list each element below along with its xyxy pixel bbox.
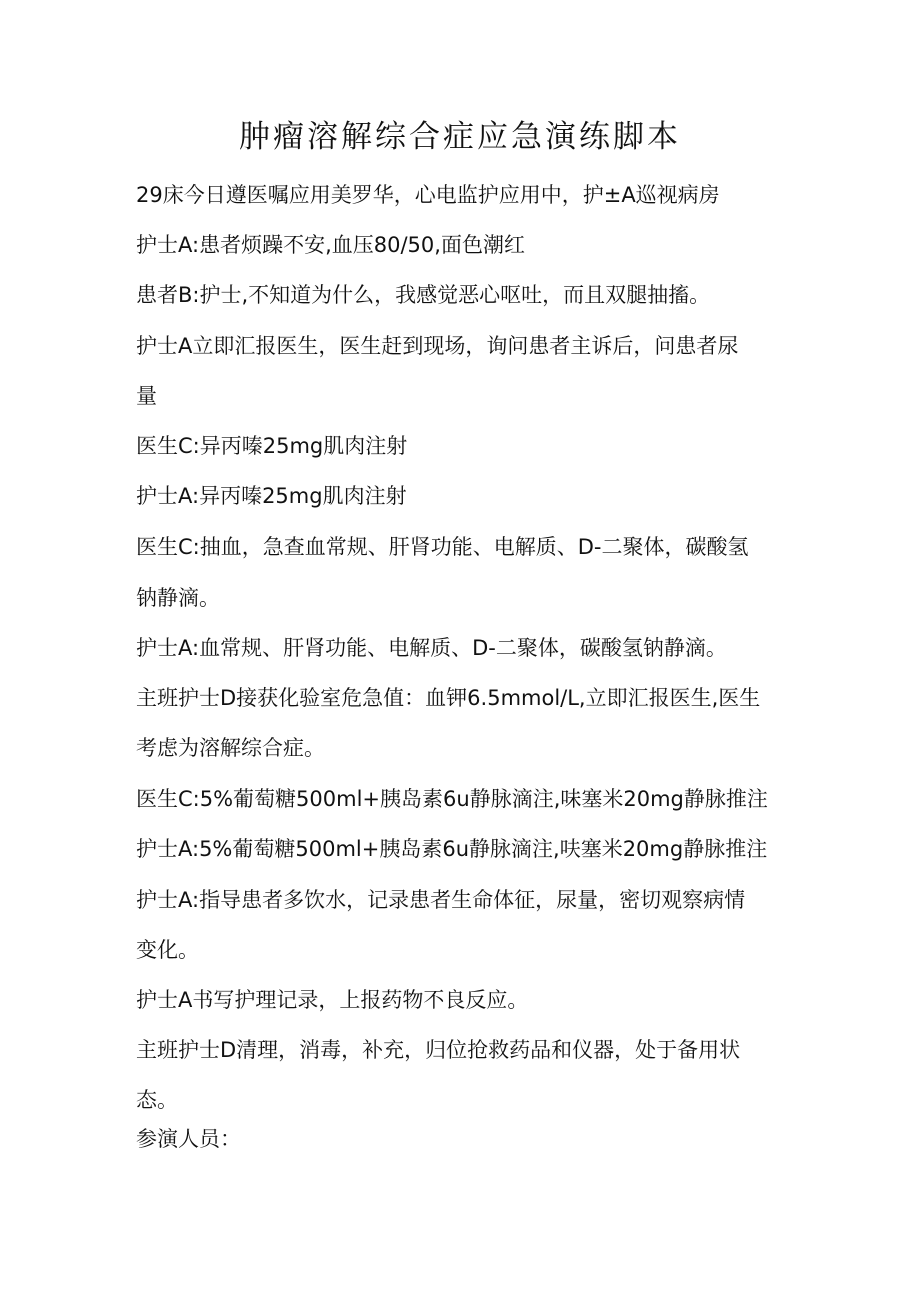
script-line-4: 护士A立即汇报医生，医生赶到现场，询问患者主诉后，问患者尿 bbox=[136, 334, 739, 358]
script-line-13: 医生C:5%葡萄糖500ml+胰岛素6u静脉滴注,味塞米20mg静脉推注 bbox=[136, 787, 768, 811]
script-line-16: 变化。 bbox=[136, 938, 199, 962]
script-line-2: 护士A:患者烦躁不安,血压80/50,面色潮红 bbox=[136, 233, 525, 257]
script-line-7: 护士A:异丙嗪25mg肌肉注射 bbox=[136, 484, 407, 508]
script-line-15: 护士A:指导患者多饮水，记录患者生命体征，尿量，密切观察病情 bbox=[136, 888, 746, 912]
script-line-8: 医生C:抽血，急查血常规、肝肾功能、电解质、D-二聚体，碳酸氢 bbox=[136, 535, 749, 559]
script-line-9: 钠静滴。 bbox=[136, 586, 220, 610]
script-line-17: 护士A书写护理记录，上报药物不良反应。 bbox=[136, 988, 529, 1012]
document-title: 肿瘤溶解综合症应急演练脚本 bbox=[239, 119, 681, 155]
script-line-6: 医生C:异丙嗪25mg肌肉注射 bbox=[136, 434, 408, 458]
script-line-5: 量 bbox=[136, 384, 157, 408]
script-line-10: 护士A:血常规、肝肾功能、电解质、D-二聚体，碳酸氢钠静滴。 bbox=[136, 636, 727, 660]
script-line-12: 考虑为溶解综合症。 bbox=[136, 736, 325, 760]
script-line-11: 主班护士D接获化验室危急值：血钾6.5mmol/L,立即汇报医生,医生 bbox=[136, 686, 761, 710]
script-line-1: 29床今日遵医嘱应用美罗华，心电监护应用中，护±A巡视病房 bbox=[136, 183, 720, 207]
script-line-14: 护士A:5%葡萄糖500ml+胰岛素6u静脉滴注,呋塞米20mg静脉推注 bbox=[136, 837, 768, 861]
script-line-18: 主班护士D清理，消毒，补充，归位抢救药品和仪器，处于备用状 bbox=[136, 1038, 741, 1062]
script-line-20: 参演人员： bbox=[136, 1127, 241, 1151]
script-line-19: 态。 bbox=[136, 1088, 178, 1112]
script-line-3: 患者B:护士,不知道为什么，我感觉恶心呕吐，而且双腿抽搐。 bbox=[136, 283, 711, 307]
